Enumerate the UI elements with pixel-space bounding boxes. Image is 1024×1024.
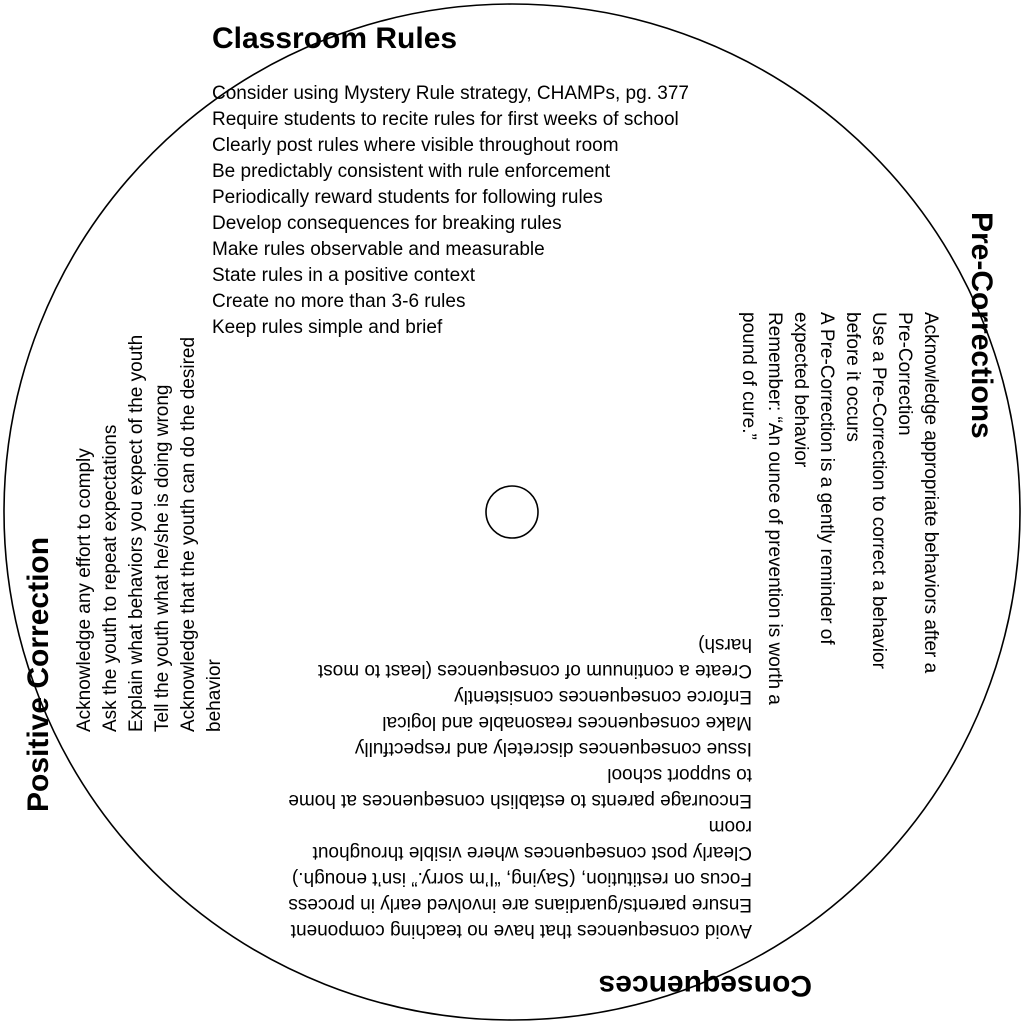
consequences-list (272, 631, 752, 943)
positive-correction-list (72, 292, 228, 732)
list-item: Acknowledge any effort to comply (74, 448, 95, 732)
pre-corrections-list (735, 312, 943, 712)
list-item: Require students to recite rules for first weeks of school (212, 109, 679, 130)
list-item: Issue consequences discretely and respectfully (354, 738, 752, 759)
list-item: Clearly post consequences where visible throughout room (312, 816, 752, 863)
list-item: Make consequences reasonable and logical (382, 712, 752, 733)
list-item: Consider using Mystery Rule strategy, CHAMPs, pg. 377 (212, 83, 689, 104)
list-item: A Pre-Correction is a gently reminder of expected behavior (790, 312, 837, 645)
list-item: Avoid consequences that have no teaching component (290, 920, 752, 941)
classroom-rules-list (212, 81, 812, 341)
list-item: Enforce consequences consistently (454, 686, 752, 707)
positive-correction-title: Positive Correction (22, 536, 55, 812)
list-item: Encourage parents to establish consequences at home to support school (288, 764, 752, 811)
list-item: Develop consequences for breaking rules (212, 213, 562, 234)
classroom-rules-title: Classroom Rules (212, 22, 458, 55)
list-item: Explain what behaviors you expect of the youth (126, 334, 147, 732)
list-item: Use a Pre-Correction to correct a behavior before it occurs (842, 312, 889, 669)
pre-corrections-title: Pre-Corrections (965, 212, 998, 439)
list-item: Acknowledge appropriate behaviors after a Pre-Correction (894, 312, 941, 674)
list-item: Periodically reward students for following rules (212, 187, 603, 208)
center-hole (486, 486, 538, 538)
list-item: Be predictably consistent with rule enforcement (212, 161, 611, 182)
list-item: Tell the youth what he/she is doing wrong (152, 384, 173, 732)
list-item: Create a continuum of consequences (least to most harsh) (317, 634, 752, 681)
list-item: Ensure parents/guardians are involved early in process (288, 894, 752, 915)
list-item: Focus on restitution, (Saying, “I’m sorry.” isn’t enough.) (291, 868, 752, 889)
list-item: Create no more than 3-6 rules (212, 291, 466, 312)
list-item: Keep rules simple and brief (212, 317, 443, 338)
list-item: Ask the youth to repeat expectations (100, 424, 121, 732)
list-item: Make rules observable and measurable (212, 239, 545, 260)
list-item: Clearly post rules where visible throughout room (212, 135, 619, 156)
list-item: State rules in a positive context (212, 265, 475, 286)
consequences-title: Consequences (598, 969, 812, 1002)
list-item: Acknowledge that the youth can do the desired behavior (178, 336, 225, 732)
list-item: Remember: “An ounce of prevention is worth a pound of cure.” (738, 312, 785, 705)
